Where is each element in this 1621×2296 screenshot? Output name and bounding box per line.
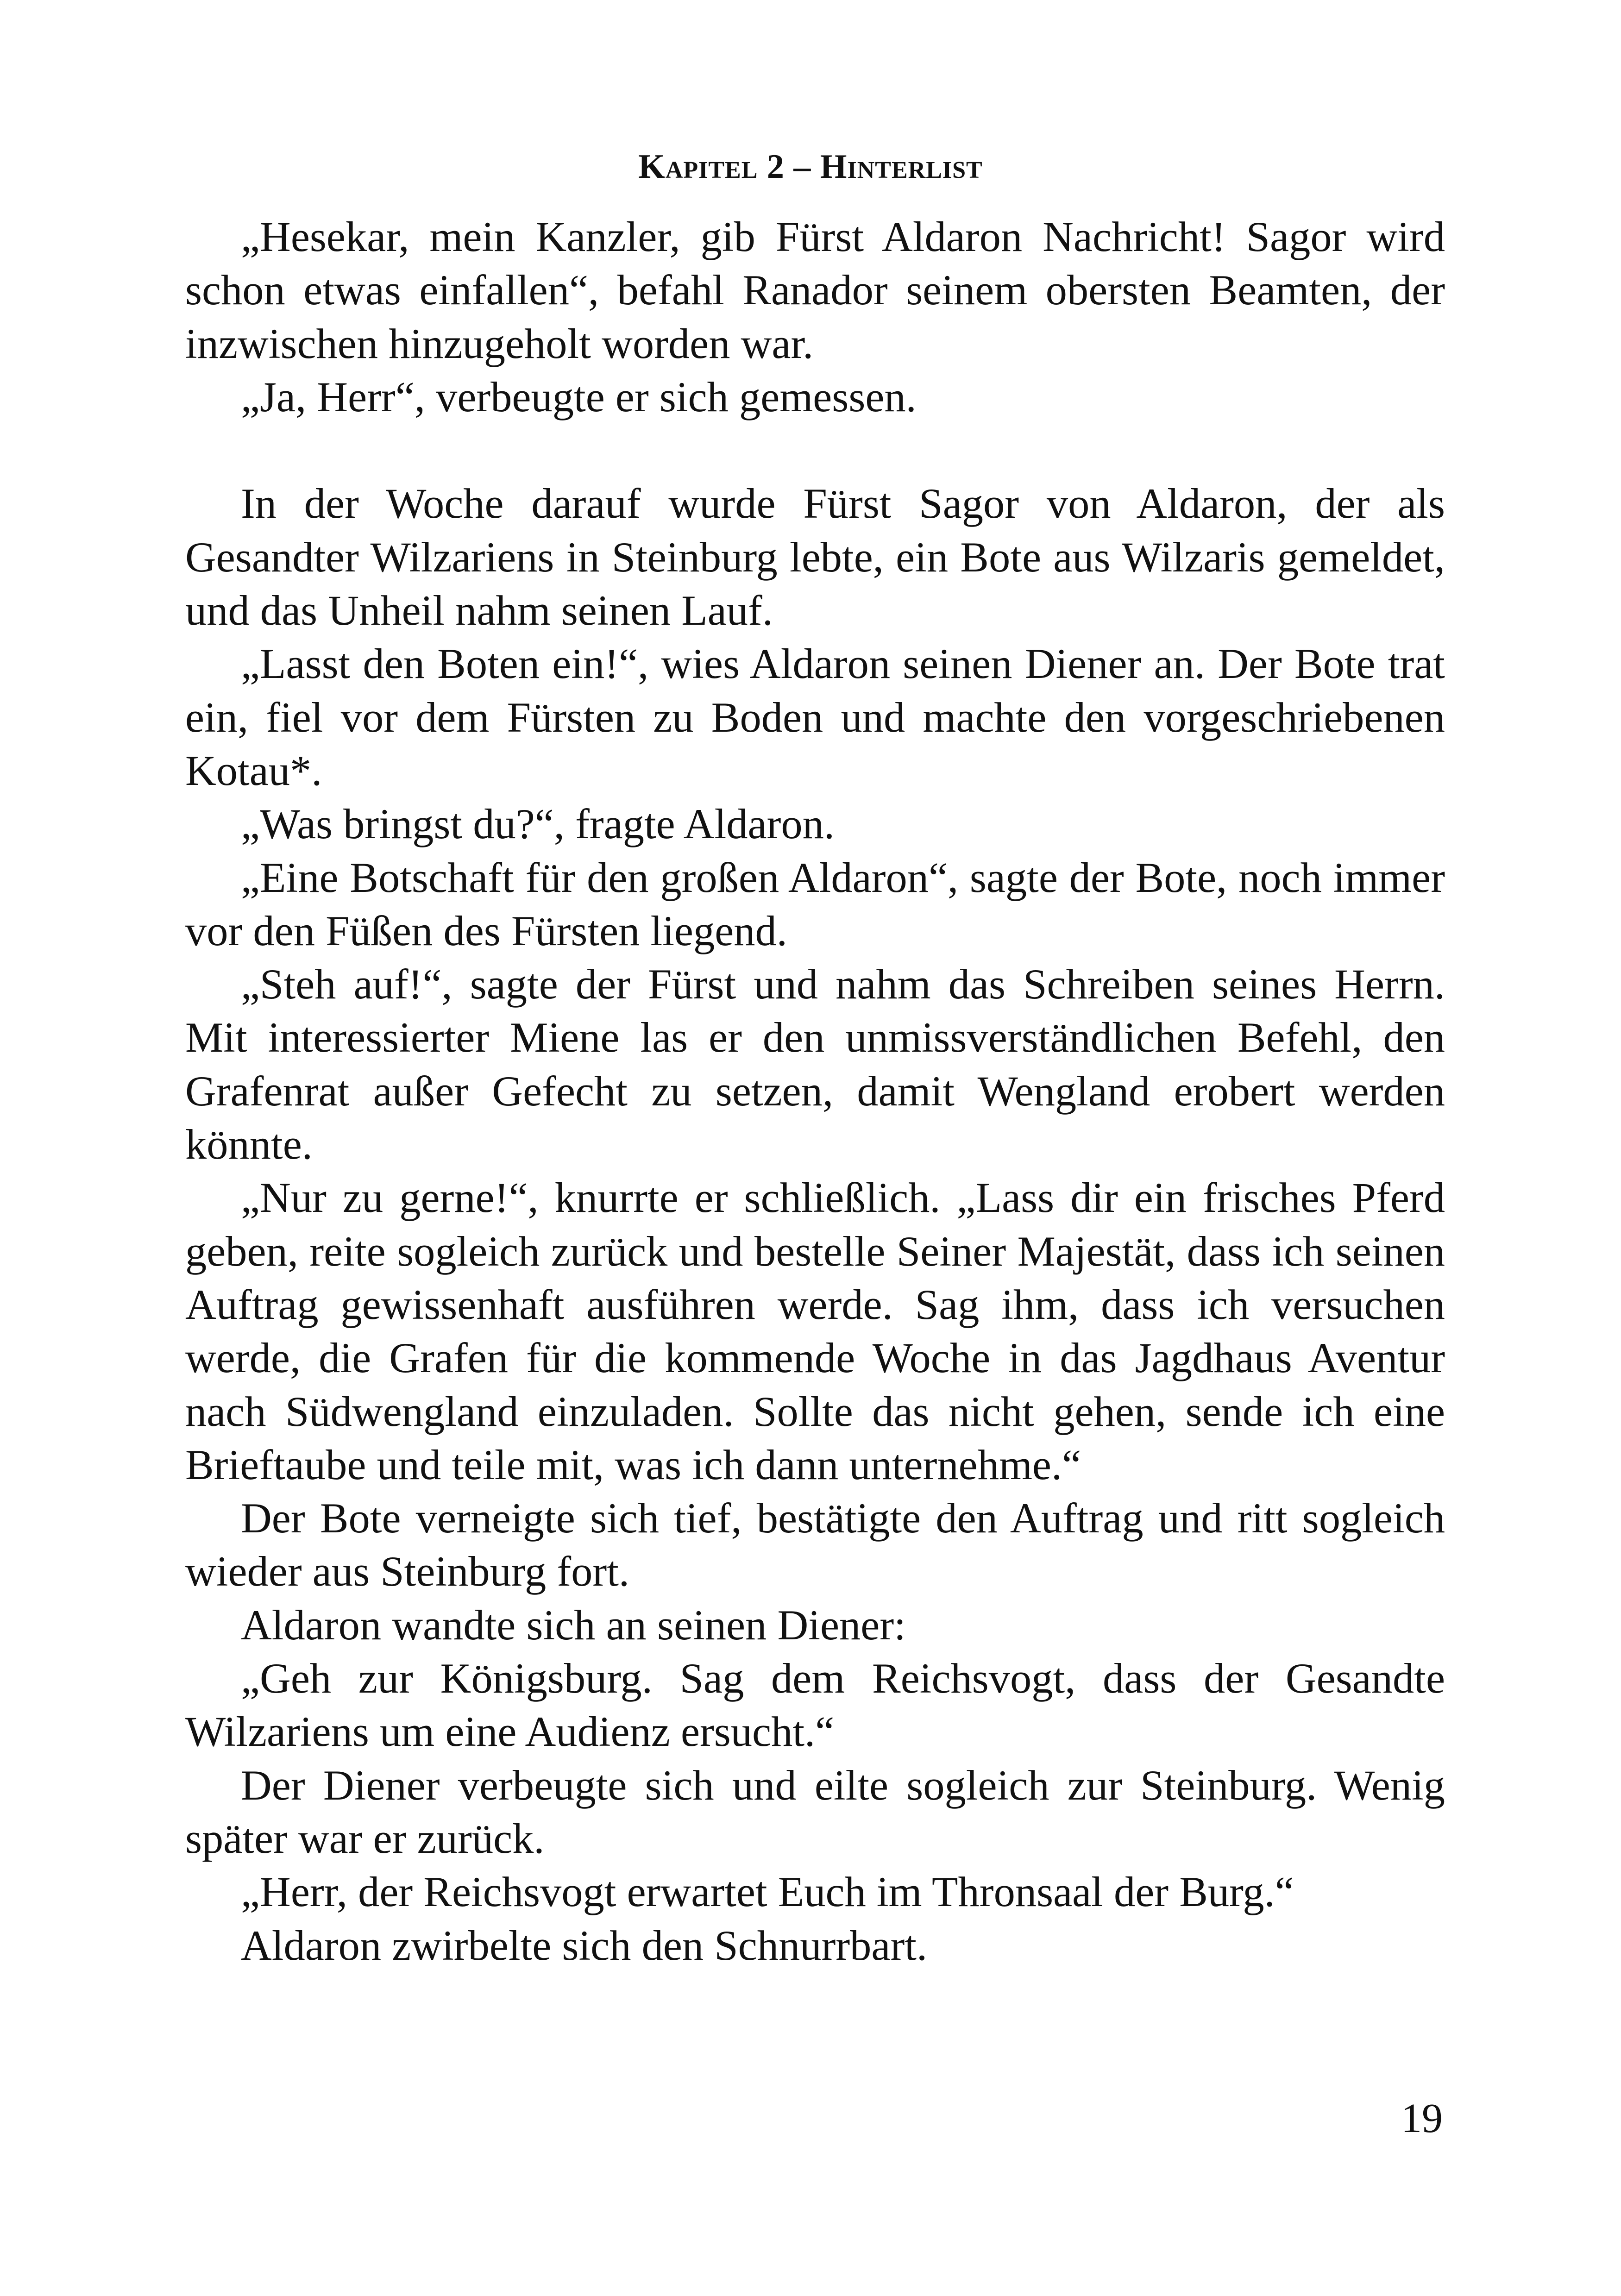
paragraph: „Geh zur Königsburg. Sag dem Reichsvogt, dass der Gesandte Wilzariens um eine Audienz ersucht.“: [185, 1655, 1445, 1756]
paragraph: „Was bringst du?“, fragte Aldaron.: [241, 801, 835, 848]
paragraph: „Ja, Herr“, verbeugte er sich gemessen.: [241, 373, 917, 421]
paragraph: „Steh auf!“, sagte der Fürst und nahm das Schreiben seines Herrn. Mit interessierter Miene las er den unmissverständlichen Befehl, den Grafenrat außer Gefecht zu setzen, damit Wengland erobert werden könnte.: [185, 961, 1445, 1169]
chapter-heading: Kapitel 2 – Hinterlist: [638, 148, 983, 186]
page-number: 19: [1401, 2095, 1443, 2141]
paragraph: Aldaron zwirbelte sich den Schnurrbart.: [241, 1922, 928, 1970]
paragraph: „Nur zu gerne!“, knurrte er schließlich. „Lass dir ein frisches Pferd geben, reite sogleich zurück und bestelle Seiner Majestät, dass ich seinen Auftrag gewissenhaft ausführen werde. Sag ihm, dass ich versuchen werde, die Grafen für die kommende Woche in das Jagdhaus Aventur nach Südwengland einzuladen. Sollte das nicht gehen, sende ich eine Brieftaube und teile mit, was ich dann unternehme.“: [185, 1174, 1445, 1489]
paragraph: Der Bote verneigte sich tief, bestätigte den Auftrag und ritt sogleich wieder aus Steinburg fort.: [185, 1495, 1445, 1596]
paragraph: „Herr, der Reichsvogt erwartet Euch im Thronsaal der Burg.“: [241, 1869, 1294, 1916]
body-text: [185, 211, 1445, 1973]
paragraph: „Hesekar, mein Kanzler, gib Fürst Aldaron Nachricht! Sagor wird schon etwas einfallen“, befahl Ranador seinem obersten Beamten, der inzwischen hinzugeholt worden war.: [185, 213, 1445, 368]
paragraph: In der Woche darauf wurde Fürst Sagor von Aldaron, der als Gesandter Wilzariens in Steinburg lebte, ein Bote aus Wilzaris gemeldet, und das Unheil nahm seinen Lauf.: [185, 480, 1445, 635]
section-break: [185, 424, 1445, 477]
paragraph: Aldaron wandte sich an seinen Diener:: [241, 1601, 906, 1649]
paragraph: „Lasst den Boten ein!“, wies Aldaron seinen Diener an. Der Bote trat ein, fiel vor dem Fürsten zu Boden und machte den vorgeschriebenen Kotau*.: [185, 640, 1445, 795]
paragraph: Der Diener verbeugte sich und eilte sogleich zur Steinburg. Wenig später war er zurück.: [185, 1762, 1445, 1863]
paragraph: „Eine Botschaft für den großen Aldaron“, sagte der Bote, noch immer vor den Füßen des Fürsten liegend.: [185, 854, 1445, 955]
